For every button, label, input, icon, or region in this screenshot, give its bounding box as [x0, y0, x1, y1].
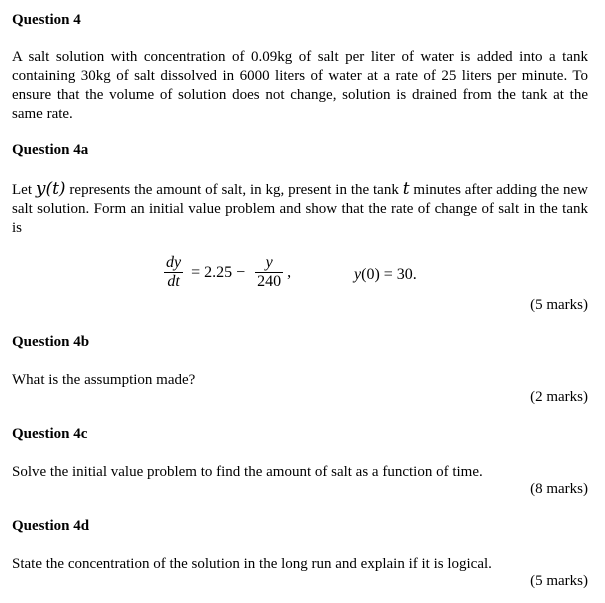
body-text-post: minutes after adding the new salt solution. Form an initial value problem and show that the rate of change of salt in the tank is: [12, 182, 588, 236]
body-text-mid: represents the amount of salt, in kg, present in the tank: [65, 182, 403, 198]
question-4d-marks: (5 marks): [530, 573, 588, 589]
question-4a-body: [12, 180, 588, 238]
numerator-dy: dy: [166, 254, 182, 271]
denominator-240: 240: [257, 273, 282, 290]
denominator-dt: dt: [167, 273, 180, 290]
question-4a-title: Question 4a: [12, 142, 89, 158]
variable-t: t: [402, 179, 410, 199]
question-4-body: A salt solution with concentration of 0.09kg of salt per liter of water is added into a tank containing 30kg of salt dissolved in 6000 liters of water at a rate of 25 liters per minute. To ensure that the volume of solution does not change, solution is drained from the tank at the same rate.: [12, 49, 588, 122]
question-4b-marks: (2 marks): [530, 389, 588, 405]
equals-constant: = 2.25 −: [191, 263, 246, 281]
question-4c-body: Solve the initial value problem to find the amount of salt as a function of time.: [12, 464, 483, 480]
function-y-of-t: y(t): [35, 179, 66, 199]
question-4d-body: State the concentration of the solution in the long run and explain if it is logical.: [12, 556, 492, 572]
question-4b-title: Question 4b: [12, 334, 90, 350]
body-text-pre: Let: [12, 182, 36, 198]
numerator-y: y: [265, 254, 273, 271]
question-4b-body: What is the assumption made?: [12, 372, 196, 388]
question-4a-marks: (5 marks): [530, 297, 588, 313]
question-4d-title: Question 4d: [12, 518, 90, 534]
y-over-240-fraction: [255, 254, 283, 291]
differential-equation: [164, 254, 291, 291]
question-4c-title: Question 4c: [12, 426, 88, 442]
derivative-fraction: [164, 254, 183, 291]
question-4c-marks: (8 marks): [530, 481, 588, 497]
initial-condition: y(0) = 30.: [354, 266, 417, 283]
question-4-title: Question 4: [12, 12, 81, 28]
equation-comma: ,: [287, 263, 292, 281]
